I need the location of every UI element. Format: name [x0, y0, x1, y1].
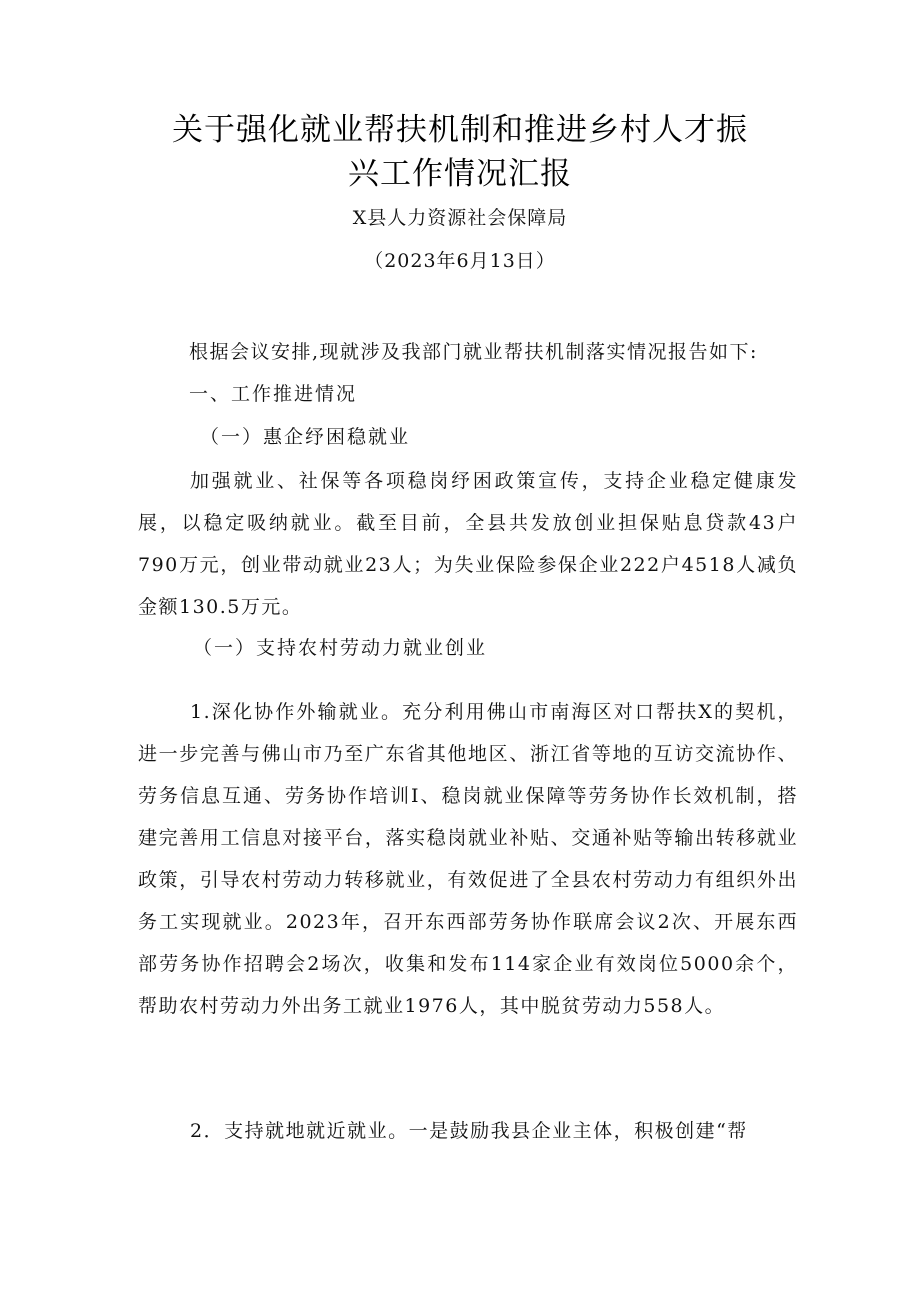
subsection-paragraph-enterprise-relief: 加强就业、社保等各项稳岗纾困政策宣传，支持企业稳定健康发展，以稳定吸纳就业。截至目前，全县共发放创业担保贴息贷款43户790万元，创业带动就业23人；为失业保险参保企业222户4518人减负金额130.5万元。 [138, 470, 798, 618]
item-paragraph-local-employment: 2．支持就地就近就业。一是鼓励我县企业主体，积极创建“帮 [190, 1120, 748, 1142]
subsection-heading-rural-labor: （一）支持农村劳动力就业创业 [193, 637, 488, 659]
subsection-heading-enterprise-relief: （一）惠企纾困稳就业 [200, 426, 411, 448]
item-paragraph-labor-export: 1.深化协作外输就业。充分利用佛山市南海区对口帮扶X的契机，进一步完善与佛山市乃至广东省其他地区、浙江省等地的互访交流协作、劳务信息互通、劳务协作培训I、稳岗就业保障等劳务协作长效机制，搭建完善用工信息对接平台，落实稳岗就业补贴、交通补贴等输出转移就业政策，引导农村劳动力转移就业，有效促进了全县农村劳动力有组织外出务工实现就业。2023年，召开东西部劳务协作联席会议2次、开展东西部劳务协作招聘会2场次，收集和发布114家企业有效岗位5000余个，帮助农村劳动力外出务工就业1976人，其中脱贫劳动力558人。 [138, 701, 798, 1017]
intro-paragraph: 根据会议安排,现就涉及我部门就业帮扶机制落实情况报告如下: [189, 341, 758, 363]
document-date: （2023年6月13日） [364, 250, 556, 272]
document-title-line-2: 兴工作情况汇报 [348, 156, 572, 192]
issuing-organization: X县人力资源社会保障局 [352, 207, 568, 229]
section-heading-work-progress: 一、工作推进情况 [189, 383, 358, 405]
document-title-line-1: 关于强化就业帮扶机制和推进乡村人才振 [172, 112, 748, 148]
